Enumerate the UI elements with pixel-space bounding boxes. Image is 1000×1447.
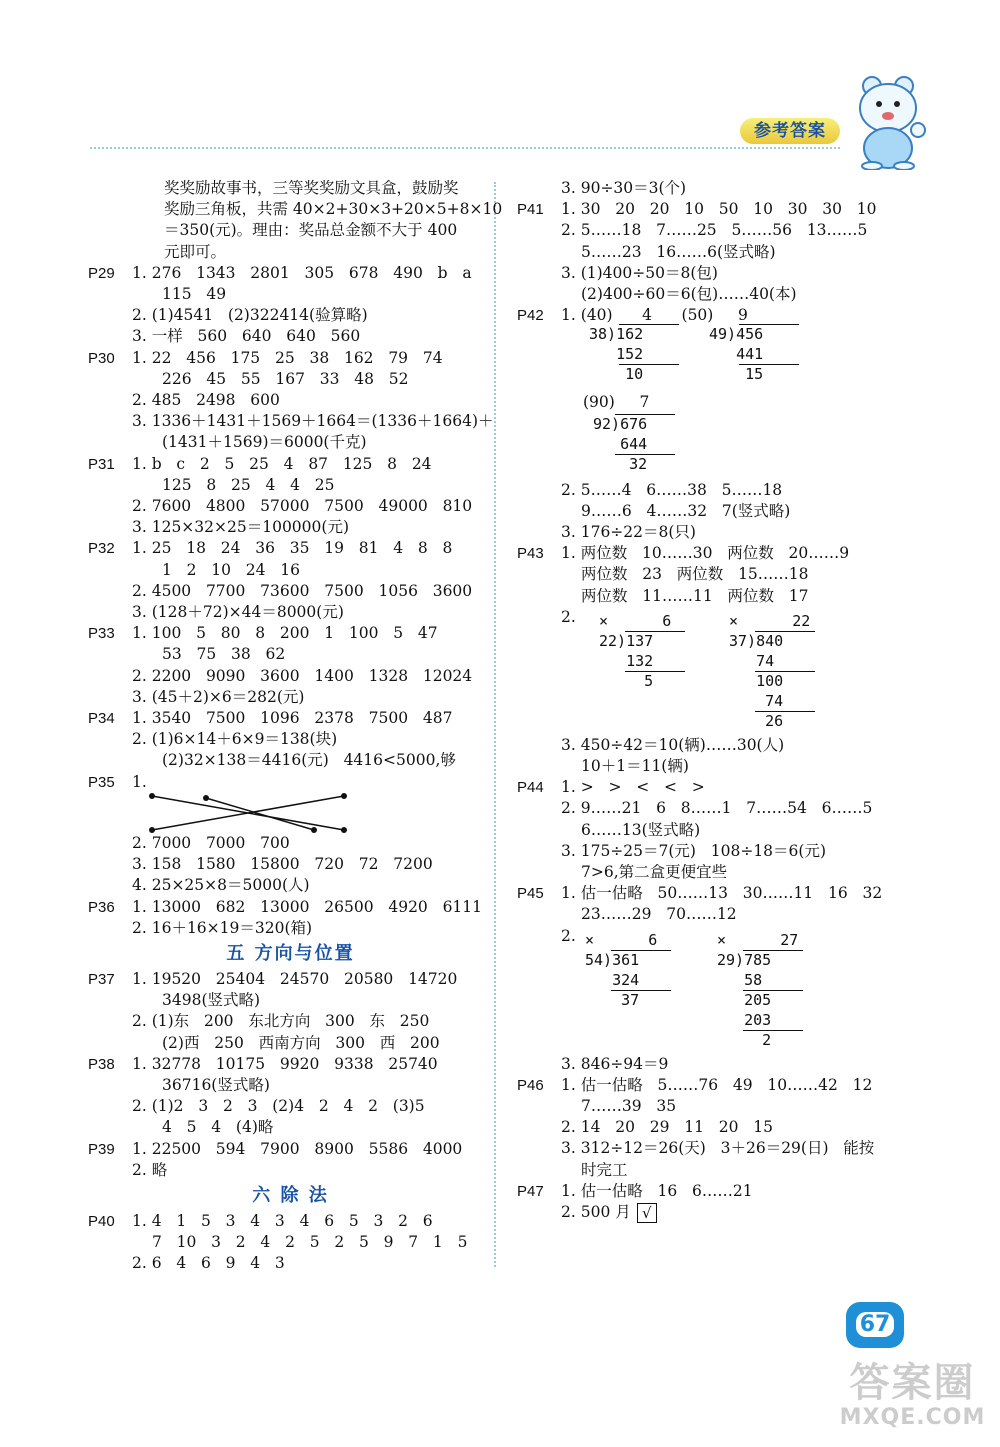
division-step: 152 <box>589 345 644 364</box>
division-remainder: 26 <box>729 711 784 730</box>
long-division <box>729 611 810 731</box>
division-dividend: 29)785 <box>717 950 772 969</box>
answer-line: 2. 7600 4800 57000 7500 49000 810 <box>132 497 473 516</box>
answer-line: 3. 846÷94＝9 <box>561 1054 669 1073</box>
check-mark-icon: √ <box>637 1203 657 1223</box>
page-ref: P42 <box>517 307 544 325</box>
answer-line: 两位数 11……11 两位数 17 <box>581 586 809 605</box>
answer-line: 两位数 23 两位数 15……18 <box>581 565 809 584</box>
answer-line: 226 45 55 167 33 48 52 <box>162 369 409 388</box>
section-heading: 六 除 法 <box>252 1184 329 1206</box>
answer-text: 1. 13000 682 13000 26500 4920 6111 <box>132 897 483 916</box>
answer-line: 3. 175÷25＝7(元) 108÷18＝6(元) <box>561 841 826 860</box>
answer-line: 2. 14 20 29 11 20 15 <box>561 1118 773 1137</box>
answer-line: 7>6,第二盒更便宜些 <box>581 863 728 882</box>
division-remainder: 2 <box>717 1030 772 1049</box>
division-quotient: × 27 <box>717 930 799 949</box>
division-quotient: × 6 <box>585 930 658 949</box>
answer-badge: 参考答案 <box>740 118 840 144</box>
division-step: 324 <box>585 970 640 989</box>
division-step: 74 <box>729 691 784 710</box>
page-ref: P41 <box>517 201 544 219</box>
matching-lines-figure <box>144 793 404 833</box>
answer-line: 3. 一样 560 640 640 560 <box>132 327 361 346</box>
watermark <box>830 1360 995 1435</box>
division-dividend: 22)137 <box>599 631 654 650</box>
answer-line <box>517 883 917 904</box>
answer-line <box>517 1181 917 1202</box>
answer-line: 2. (1)2 3 2 3 (2)4 2 4 2 (3)5 <box>132 1097 425 1116</box>
answer-text: 1. > > < < > <box>561 778 705 797</box>
division-remainder: 32 <box>593 454 648 473</box>
answer-line <box>88 263 493 284</box>
answer-line: 2. 4500 7700 73600 7500 1056 3600 <box>132 581 473 600</box>
answer-line <box>517 1075 917 1096</box>
answer-line: 2. 5……4 6……38 5……18 <box>561 480 783 499</box>
answer-text: 1. 3540 7500 1096 2378 7500 487 <box>132 709 453 728</box>
answer-text: 1. 4 1 5 3 4 3 4 6 5 3 2 6 <box>132 1211 433 1230</box>
answer-line: 2. <box>561 607 576 626</box>
answer-line: 奖励三角板，共需 40×2+30×3+20×5+8×10 <box>164 200 503 219</box>
answer-line: 元即可。 <box>164 242 227 261</box>
answer-line: 1 2 10 24 16 <box>162 560 301 579</box>
intro-block <box>88 178 503 263</box>
answer-line: 3. (1)400÷50＝8(包) <box>561 263 718 282</box>
page-ref: P32 <box>88 540 115 558</box>
answer-text: 1. 32778 10175 9920 9338 25740 <box>132 1054 438 1073</box>
long-division-row <box>517 926 917 1054</box>
page-ref: P44 <box>517 779 544 797</box>
division-step: 203 <box>717 1010 772 1029</box>
section-heading: 五 方向与位置 <box>226 942 355 964</box>
answer-line: 3. (128＋72)×44＝8000(元) <box>132 603 344 622</box>
answer-line <box>517 543 917 564</box>
long-division <box>585 930 657 1010</box>
division-dividend: 38)162 <box>589 325 644 344</box>
answer-line: 2. 16＋16×19＝320(箱) <box>132 918 313 937</box>
answer-line: 2. (1)东 200 东北方向 300 东 250 <box>132 1012 430 1031</box>
answer-line: 3. 176÷22＝8(只) <box>561 523 696 542</box>
long-division <box>593 414 647 474</box>
bear-mascot-icon <box>842 74 932 170</box>
page-ref: P35 <box>88 773 115 791</box>
answer-line: (1431＋1569)＝6000(千克) <box>162 433 367 452</box>
long-division-row <box>517 414 917 480</box>
answer-line: (90) 7 <box>583 393 650 412</box>
division-quotient: × 6 <box>599 611 672 630</box>
answer-line <box>517 777 917 798</box>
answer-text: 1. 22 456 175 25 38 162 79 74 <box>132 348 443 367</box>
answer-line <box>88 1054 493 1075</box>
answer-line: 10＋1＝11(辆) <box>581 757 689 776</box>
division-remainder: 10 <box>589 365 644 384</box>
long-division <box>589 324 643 384</box>
answer-line <box>88 772 493 793</box>
answer-line: ＝350(元)。理由：奖品总金额不大于 400 <box>164 221 458 240</box>
answer-line: 2. 9……21 6 8……1 7……54 6……5 <box>561 799 873 818</box>
answer-line <box>517 199 917 220</box>
division-step: 58 <box>717 970 763 989</box>
answer-line: 3498(竖式略) <box>162 991 261 1010</box>
answer-text: 1. (40) 4 (50) 9 <box>561 306 748 325</box>
answer-line: 5……23 16……6(竖式略) <box>581 242 776 261</box>
long-division-row <box>517 607 917 735</box>
answer-line: 3. 450÷42＝10(辆)……30(人) <box>561 735 785 754</box>
answer-text: 1. 估一估略 16 6……21 <box>561 1181 753 1200</box>
answer-line: 2. (1)4541 (2)322414(验算略) <box>132 306 368 325</box>
page-ref: P43 <box>517 545 544 563</box>
answer-line: 2. 略 <box>132 1160 168 1179</box>
division-step: 205 <box>717 990 772 1009</box>
page-ref: P40 <box>88 1212 115 1230</box>
answer-text: 1. 25 18 24 36 35 19 81 4 8 8 <box>132 539 453 558</box>
division-dividend: 37)840 <box>729 631 784 650</box>
division-remainder: 15 <box>709 365 764 384</box>
answer-line: 23……29 70……12 <box>581 905 737 924</box>
page-ref: P38 <box>88 1055 115 1073</box>
answer-text: 1. 估一估略 5……76 49 10……42 12 <box>561 1075 873 1094</box>
answer-text: 1. <box>132 772 147 791</box>
answer-text: 1. 两位数 10……30 两位数 20……9 <box>561 544 850 563</box>
long-division-row <box>517 326 917 392</box>
answer-line: 2. 7000 7000 700 <box>132 833 290 852</box>
long-division <box>717 930 798 1050</box>
answer-text: 1. 19520 25404 24570 20580 14720 <box>132 969 458 988</box>
answer-line: 115 49 <box>162 285 227 304</box>
division-step: 74 <box>729 651 775 670</box>
long-division <box>599 611 671 691</box>
answer-line: 125 8 25 4 4 25 <box>162 475 335 494</box>
answer-text: 1. 30 20 20 10 50 10 30 30 10 <box>561 200 877 219</box>
page-ref: P33 <box>88 625 115 643</box>
division-dividend: 49)456 <box>709 325 764 344</box>
answer-line: 3. 312÷12＝26(天) 3＋26＝29(日) 能按 <box>561 1139 875 1158</box>
answer-line <box>517 305 917 326</box>
answer-line <box>88 1211 493 1232</box>
answer-line: 3. 90÷30＝3(个) <box>561 179 687 197</box>
answer-line <box>88 538 493 559</box>
page-ref: P31 <box>88 455 115 473</box>
watermark-url: MXQE.COM <box>839 1405 986 1430</box>
answer-line: 36716(竖式略) <box>162 1075 270 1094</box>
answer-line <box>88 348 493 369</box>
page-ref: P34 <box>88 710 115 728</box>
answer-line: 2. 2200 9090 3600 1400 1328 12024 <box>132 666 473 685</box>
division-remainder: 5 <box>599 671 654 690</box>
answer-line: 7 10 3 2 4 2 5 2 5 9 7 1 5 <box>152 1233 468 1252</box>
watermark-text: 答案圈 <box>849 1360 976 1406</box>
division-remainder: 37 <box>585 990 640 1009</box>
answer-line <box>517 1202 917 1223</box>
answer-text: 1. 276 1343 2801 305 678 490 b a <box>132 263 472 282</box>
header-rule <box>90 147 840 149</box>
division-step: 644 <box>593 434 648 453</box>
answer-line: 2. 6 4 6 9 4 3 <box>132 1254 285 1273</box>
answer-text: 1. 22500 594 7900 8900 5586 4000 <box>132 1139 463 1158</box>
page-number-text: 67 <box>856 1312 895 1337</box>
answer-line <box>88 969 493 990</box>
page-number <box>846 1302 904 1348</box>
answer-text: 1. b c 2 5 25 4 87 125 8 24 <box>132 454 432 473</box>
answer-line: (2)32×138＝4416(元) 4416<5000,够 <box>162 751 456 770</box>
answer-line: 时完工 <box>581 1160 628 1179</box>
division-dividend: 92)676 <box>593 414 648 433</box>
long-division <box>709 324 763 384</box>
answer-line: 2. 5……18 7……25 5……56 13……5 <box>561 221 868 240</box>
answer-line <box>88 708 493 729</box>
division-step: 100 <box>729 671 784 690</box>
page-ref: P36 <box>88 898 115 916</box>
division-step: 441 <box>709 345 764 364</box>
answer-text: 2. 500 月 <box>561 1203 631 1222</box>
column-divider <box>494 182 496 1267</box>
answer-line: 3. 125×32×25＝100000(元) <box>132 518 349 537</box>
page-ref: P46 <box>517 1076 544 1094</box>
left-column <box>88 178 503 1275</box>
answer-line: 4 5 4 (4)略 <box>162 1118 274 1137</box>
answer-text: 1. 估一估略 50……13 30……11 16 32 <box>561 884 883 903</box>
answer-line: 2. (1)6×14＋6×9＝138(块) <box>132 730 338 749</box>
answer-line: 3. (45＋2)×6＝282(元) <box>132 687 305 706</box>
answer-line: 6……13(竖式略) <box>581 820 701 839</box>
answer-line: 4. 25×25×8＝5000(人) <box>132 876 310 895</box>
page-ref: P30 <box>88 349 115 367</box>
division-dividend: 54)361 <box>585 950 640 969</box>
answer-line: 9……6 4……32 7(竖式略) <box>581 501 791 520</box>
answer-line: 2. <box>561 926 576 945</box>
answer-line: 3. 158 1580 15800 720 72 7200 <box>132 855 433 874</box>
division-step: 132 <box>599 651 654 670</box>
answer-line <box>88 897 493 918</box>
right-column <box>517 178 917 1223</box>
division-quotient: × 22 <box>729 611 811 630</box>
answer-line: 2. 485 2498 600 <box>132 391 280 410</box>
answer-line <box>88 1139 493 1160</box>
answer-text: 1. 100 5 80 8 200 1 100 5 47 <box>132 624 438 643</box>
page-ref: P39 <box>88 1140 115 1158</box>
answer-line <box>88 454 493 475</box>
page-ref: P45 <box>517 885 544 903</box>
answer-line: 53 75 38 62 <box>162 645 286 664</box>
answer-line: 奖奖励故事书，三等奖奖励文具盒，鼓励奖 <box>164 179 459 197</box>
page-ref: P29 <box>88 264 115 282</box>
page-ref: P37 <box>88 970 115 988</box>
page-ref: P47 <box>517 1182 544 1200</box>
answer-line: 3. 1336＋1431＋1569＋1664＝(1336＋1664)＋ <box>132 412 494 431</box>
answer-line: (2)西 250 西南方向 300 西 200 <box>162 1033 440 1052</box>
answer-line: 7……39 35 <box>581 1097 677 1116</box>
answer-line: (2)400÷60＝6(包)……40(本) <box>581 285 797 304</box>
answer-line <box>88 623 493 644</box>
